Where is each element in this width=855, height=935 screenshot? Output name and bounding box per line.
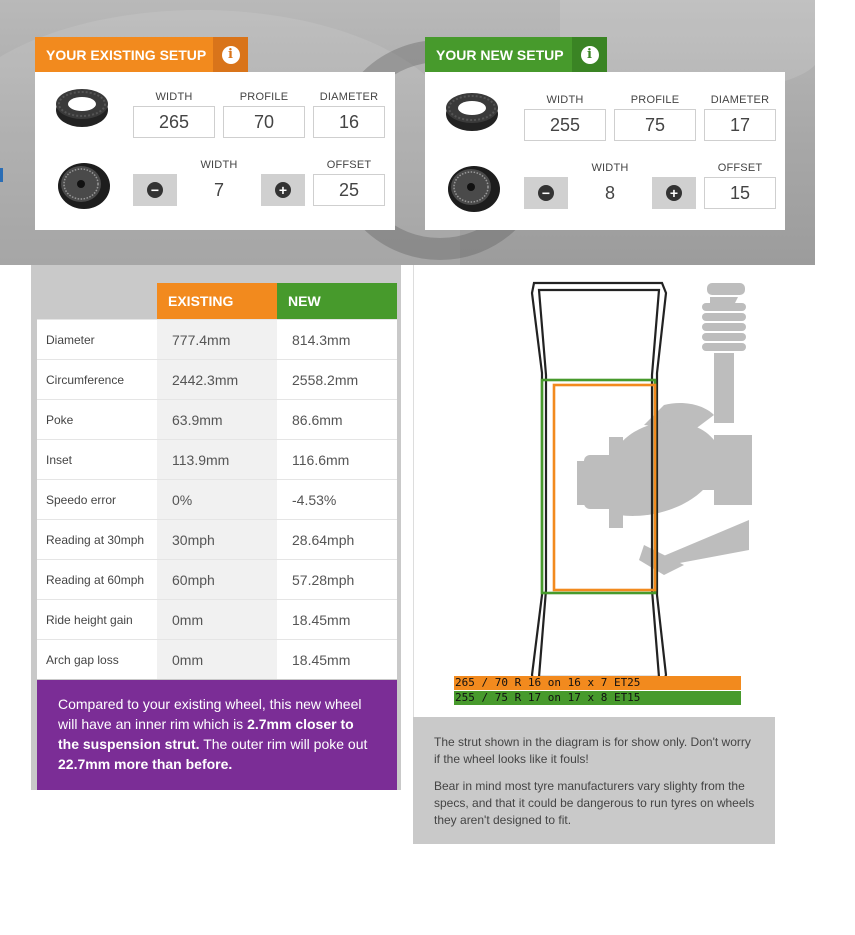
table-row: Diameter 777.4mm 814.3mm bbox=[37, 319, 397, 359]
new-wheel-offset-input[interactable]: 15 bbox=[704, 177, 776, 209]
table-row: Speedo error 0% -4.53% bbox=[37, 479, 397, 519]
suspension-strut-graphic bbox=[577, 283, 752, 575]
table-row: Circumference 2442.3mm 2558.2mm bbox=[37, 359, 397, 399]
disclaimer-strut: The strut shown in the diagram is for show only. Don't worry if the wheel looks like it fouls! bbox=[434, 735, 751, 766]
new-column-header: NEW bbox=[277, 283, 397, 319]
plus-icon: + bbox=[666, 185, 682, 201]
new-tyre-width-label: WIDTH bbox=[546, 94, 584, 106]
existing-tyre-diameter-input[interactable]: 16 bbox=[313, 106, 385, 138]
new-tyre-width-input[interactable]: 255 bbox=[524, 109, 606, 141]
new-tyre-profile-label: PROFILE bbox=[630, 94, 680, 106]
existing-tyre-profile-label: PROFILE bbox=[239, 91, 289, 103]
new-setup-tab bbox=[425, 37, 607, 72]
table-row: Poke 63.9mm 86.6mm bbox=[37, 399, 397, 439]
existing-tyre-width-input[interactable]: 265 bbox=[133, 106, 215, 138]
wheel-fitment-diagram bbox=[413, 265, 775, 717]
decrease-width-button[interactable] bbox=[133, 174, 177, 206]
existing-setup-tab bbox=[35, 37, 248, 72]
new-wheel-width-stepper bbox=[524, 177, 696, 209]
fitment-drawing bbox=[414, 265, 776, 717]
existing-wheel-width-input[interactable]: 7 bbox=[177, 174, 261, 206]
minus-icon: − bbox=[538, 185, 554, 201]
existing-wheel-offset-label: OFFSET bbox=[326, 159, 372, 171]
new-wheel-offset-label: OFFSET bbox=[717, 162, 763, 174]
new-info-button[interactable] bbox=[572, 37, 607, 72]
existing-info-button[interactable] bbox=[213, 37, 248, 72]
existing-setup-legend: 265 / 70 R 16 on 16 x 7 ET25 bbox=[454, 676, 741, 690]
increase-width-button[interactable] bbox=[261, 174, 305, 206]
new-setup-legend: 255 / 75 R 17 on 17 x 8 ET15 bbox=[454, 691, 741, 705]
tyre-icon bbox=[55, 86, 109, 128]
existing-setup-panel bbox=[35, 72, 395, 230]
existing-wheel-width-stepper bbox=[133, 174, 305, 206]
existing-wheel-width-label: WIDTH bbox=[200, 159, 238, 171]
table-row: Inset 113.9mm 116.6mm bbox=[37, 439, 397, 479]
info-icon: i bbox=[581, 46, 599, 64]
decrease-width-button[interactable] bbox=[524, 177, 568, 209]
comparison-table bbox=[31, 265, 401, 790]
existing-setup-title: YOUR EXISTING SETUP bbox=[46, 46, 207, 63]
table-row: Reading at 60mph 60mph 57.28mph bbox=[37, 559, 397, 599]
wheel-icon bbox=[57, 160, 111, 210]
minus-icon: − bbox=[147, 182, 163, 198]
new-wheel-width-label: WIDTH bbox=[591, 162, 629, 174]
table-row: Reading at 30mph 30mph 28.64mph bbox=[37, 519, 397, 559]
plus-icon: + bbox=[275, 182, 291, 198]
existing-tyre-width-label: WIDTH bbox=[155, 91, 193, 103]
wheel-icon bbox=[447, 163, 501, 213]
new-wheel-width-input[interactable]: 8 bbox=[568, 177, 652, 209]
existing-tyre-profile-input[interactable]: 70 bbox=[223, 106, 305, 138]
table-row: Ride height gain 0mm 18.45mm bbox=[37, 599, 397, 639]
new-tyre-profile-input[interactable]: 75 bbox=[614, 109, 696, 141]
table-row: Arch gap loss 0mm 18.45mm bbox=[37, 639, 397, 679]
existing-wheel-offset-input[interactable]: 25 bbox=[313, 174, 385, 206]
diagram-disclaimer bbox=[413, 717, 775, 844]
comparison-summary: Compared to your existing wheel, this new wheel will have an inner rim which is 2.7mm closer to the suspension strut. The outer rim will poke out 22.7mm more than before. bbox=[37, 680, 397, 790]
new-setup-title: YOUR NEW SETUP bbox=[436, 46, 564, 63]
existing-column-header: EXISTING bbox=[157, 283, 277, 319]
tyre-icon bbox=[445, 90, 499, 132]
disclaimer-tyres: Bear in mind most tyre manufacturers vary slighty from the specs, and that it could be dangerous to run tyres on wheels they aren't designed to fit. bbox=[434, 779, 755, 827]
new-tyre-diameter-label: DIAMETER bbox=[710, 94, 770, 106]
existing-tyre-diameter-label: DIAMETER bbox=[319, 91, 379, 103]
new-setup-panel bbox=[425, 72, 785, 230]
increase-width-button[interactable] bbox=[652, 177, 696, 209]
info-icon: i bbox=[222, 46, 240, 64]
new-tyre-diameter-input[interactable]: 17 bbox=[704, 109, 776, 141]
